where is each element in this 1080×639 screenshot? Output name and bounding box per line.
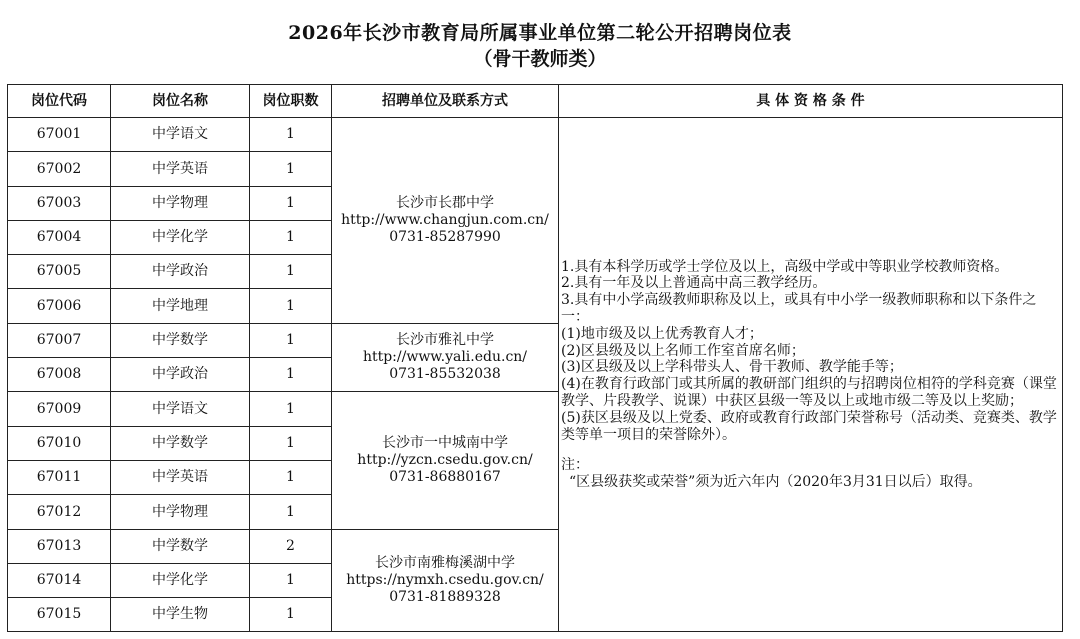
position-count: 1 — [250, 358, 332, 392]
position-name: 中学数学 — [111, 426, 250, 460]
position-name: 中学物理 — [111, 186, 250, 220]
unit-info — [332, 323, 559, 392]
position-name: 中学政治 — [111, 255, 250, 289]
header-requirements: 具 体 资 格 条 件 — [559, 85, 1063, 118]
unit-name: 长沙市雅礼中学 — [396, 332, 494, 349]
position-code: 67005 — [8, 255, 111, 289]
requirement-line: 3.具有中小学高级教师职称及以上，或具有中小学一级教师职称和以下条件之一： — [561, 292, 1037, 325]
requirement-line: (3)区县级及以上学科带头人、骨干教师、教学能手等； — [561, 359, 903, 376]
position-name: 中学数学 — [111, 529, 250, 563]
unit-url: http://www.changjun.com.cn/ — [341, 211, 549, 228]
note-text: “区县级获奖或荣誉”须为近六年内（2020年3月31日以后）取得。 — [569, 474, 982, 491]
document-subtitle: （骨干教师类） — [473, 48, 607, 70]
unit-name: 长沙市长郡中学 — [396, 195, 494, 212]
unit-phone: 0731-86880167 — [389, 468, 501, 485]
position-name: 中学物理 — [111, 495, 250, 529]
table-header-row — [8, 85, 1063, 118]
unit-url: https://nymxh.csedu.gov.cn/ — [346, 572, 544, 589]
unit-phone: 0731-81889328 — [389, 588, 501, 605]
position-count: 1 — [250, 289, 332, 323]
header-unit: 招聘单位及联系方式 — [332, 85, 559, 118]
position-count: 1 — [250, 118, 332, 152]
position-name: 中学政治 — [111, 358, 250, 392]
position-name: 中学数学 — [111, 323, 250, 357]
unit-info — [332, 529, 559, 632]
unit-phone: 0731-85532038 — [389, 365, 501, 382]
unit-info — [332, 392, 559, 529]
position-count: 1 — [250, 563, 332, 597]
unit-info — [332, 118, 559, 324]
requirements-cell — [559, 118, 1063, 632]
table-row — [8, 118, 1063, 152]
position-name: 中学地理 — [111, 289, 250, 323]
requirement-line: 2.具有一年及以上普通高中高三教学经历。 — [561, 275, 827, 292]
requirement-line: (4)在教育行政部门或其所属的教研部门组织的与招聘岗位相符的学科竞赛（课堂教学、片段教学、说课）中获区县级一等及以上或地市级二等及以上奖励； — [561, 376, 1057, 409]
position-name: 中学英语 — [111, 152, 250, 186]
unit-url: http://yzcn.csedu.gov.cn/ — [357, 452, 533, 469]
position-code: 67002 — [8, 152, 111, 186]
spacer — [561, 443, 1058, 457]
unit-name: 长沙市南雅梅溪湖中学 — [375, 555, 515, 572]
position-code: 67008 — [8, 358, 111, 392]
position-code: 67014 — [8, 563, 111, 597]
requirement-line: (2)区县级及以上名师工作室首席名师； — [561, 342, 805, 359]
position-count: 2 — [250, 529, 332, 563]
position-code: 67001 — [8, 118, 111, 152]
header-code: 岗位代码 — [8, 85, 111, 118]
note-label: 注： — [561, 457, 589, 474]
position-count: 1 — [250, 186, 332, 220]
position-count: 1 — [250, 255, 332, 289]
position-code: 67013 — [8, 529, 111, 563]
header-name: 岗位名称 — [111, 85, 250, 118]
position-code: 67003 — [8, 186, 111, 220]
position-count: 1 — [250, 152, 332, 186]
position-count: 1 — [250, 460, 332, 494]
position-name: 中学英语 — [111, 460, 250, 494]
position-name: 中学生物 — [111, 598, 250, 632]
position-name: 中学化学 — [111, 563, 250, 597]
position-code: 67010 — [8, 426, 111, 460]
header-count: 岗位职数 — [250, 85, 332, 118]
position-code: 67011 — [8, 460, 111, 494]
position-code: 67007 — [8, 323, 111, 357]
position-code: 67015 — [8, 598, 111, 632]
unit-url: http://www.yali.edu.cn/ — [362, 349, 528, 366]
position-name: 中学化学 — [111, 220, 250, 254]
position-count: 1 — [250, 220, 332, 254]
requirement-line: (1)地市级及以上优秀教育人才； — [561, 325, 763, 342]
position-code: 67012 — [8, 495, 111, 529]
position-count: 1 — [250, 598, 332, 632]
position-code: 67006 — [8, 289, 111, 323]
position-code: 67004 — [8, 220, 111, 254]
position-count: 1 — [250, 392, 332, 426]
position-count: 1 — [250, 323, 332, 357]
position-count: 1 — [250, 495, 332, 529]
position-name: 中学语文 — [111, 392, 250, 426]
position-name: 中学语文 — [111, 118, 250, 152]
position-count: 1 — [250, 426, 332, 460]
positions-table — [7, 84, 1063, 632]
unit-name: 长沙市一中城南中学 — [382, 435, 508, 452]
requirement-line: 1.具有本科学历或学士学位及以上，高级中学或中等职业学校教师资格。 — [561, 258, 1009, 275]
requirement-line: (5)获区县级及以上党委、政府或教育行政部门荣誉称号（活动类、竞赛类、教学类等单一项目的荣誉除外）。 — [561, 409, 1057, 443]
document-title: 2026年长沙市教育局所属事业单位第二轮公开招聘岗位表 — [288, 22, 792, 44]
unit-phone: 0731-85287990 — [389, 228, 501, 245]
position-code: 67009 — [8, 392, 111, 426]
